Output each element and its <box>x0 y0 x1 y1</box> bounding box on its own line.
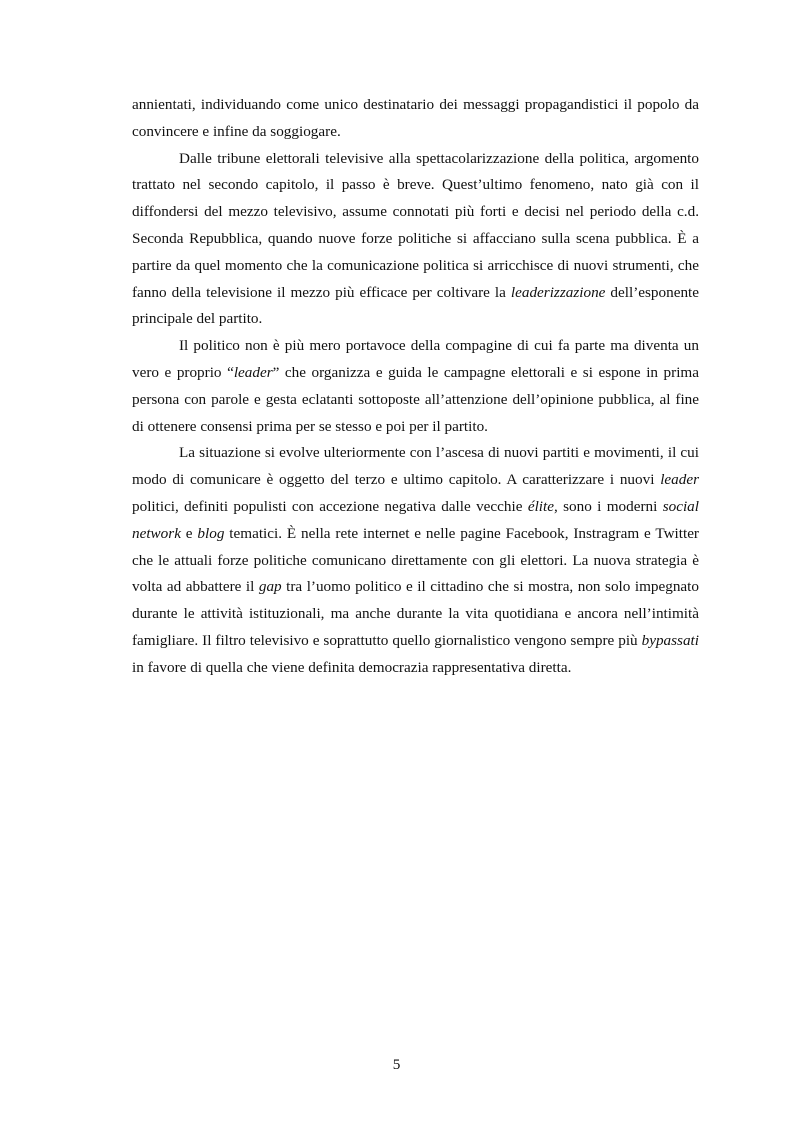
text-run: in favore di quella che viene definita democrazia rappresentativa diretta. <box>132 658 572 676</box>
text-run: Il politico non è più mero portavoce della compagine di cui fa parte ma diventa un vero e proprio “ <box>132 337 699 381</box>
paragraph <box>132 333 699 440</box>
text-run: dell’esponente principale del partito. <box>132 283 699 328</box>
italic-term: leaderizzazione <box>510 283 606 301</box>
italic-term: gap <box>258 578 282 596</box>
text-run: La situazione si evolve ulteriormente con l’ascesa di nuovi partiti e movimenti, il cui modo di comunicare è oggetto del terzo e ultimo capitolo. A caratterizzare i nuovi <box>132 444 699 489</box>
italic-term: social network <box>132 497 699 542</box>
paragraph <box>132 146 699 334</box>
body-text <box>132 92 699 682</box>
text-run: Dalle tribune elettorali televisive alla spettacolarizzazione della politica, argomento trattato nel secondo capitolo, il passo è breve. Quest’ultimo fenomeno, nato già con il diffondersi del mezzo televisivo, assume connotati più forti e decisi nel periodo della c.d. Seconda Repubblica, quando nuove forze politiche si affacciano sulla scena pubblica. È a partire da quel momento che la comunicazione politica si arricchisce di nuovi strumenti, che fanno della televisione il mezzo più efficace per coltivare la <box>132 149 699 301</box>
paragraph <box>132 440 699 681</box>
text-run: tra l’uomo politico e il cittadino che si mostra, non solo impegnato durante le attività istituzionali, ma anche durante la vita quotidiana e ancora nell’intimità famigliare. Il filtro televisivo e soprattutto quello giornalistico vengono sempre più <box>132 578 699 649</box>
italic-term: élite <box>527 497 554 515</box>
text-run: ” che organizza e guida le campagne elettorali e si espone in prima persona con parole e gesta eclatanti sottoposte all’attenzione dell’opinione pubblica, al fine di ottenere consensi prima per se stesso e poi per il partito. <box>132 363 699 435</box>
text-run: tematici. È nella rete internet e nelle pagine Facebook, Instragram e Twitter che le attuali forze politiche comunicano direttamente con gli elettori. La nuova strategia è volta ad abbattere il <box>132 524 699 596</box>
italic-term: leader <box>660 471 699 489</box>
text-run: e <box>180 524 198 542</box>
page-number: 5 <box>392 1056 401 1073</box>
text-run: , sono i moderni <box>553 497 663 515</box>
text-run: annientati, individuando come unico destinatario dei messaggi propagandistici il popolo da convincere e infine da soggiogare. <box>132 96 699 140</box>
italic-term: blog <box>197 524 225 542</box>
italic-term: leader <box>233 363 273 381</box>
italic-term: bypassati <box>641 631 699 649</box>
text-run: politici, definiti populisti con accezione negativa dalle vecchie <box>132 497 528 515</box>
paragraph <box>132 92 699 146</box>
